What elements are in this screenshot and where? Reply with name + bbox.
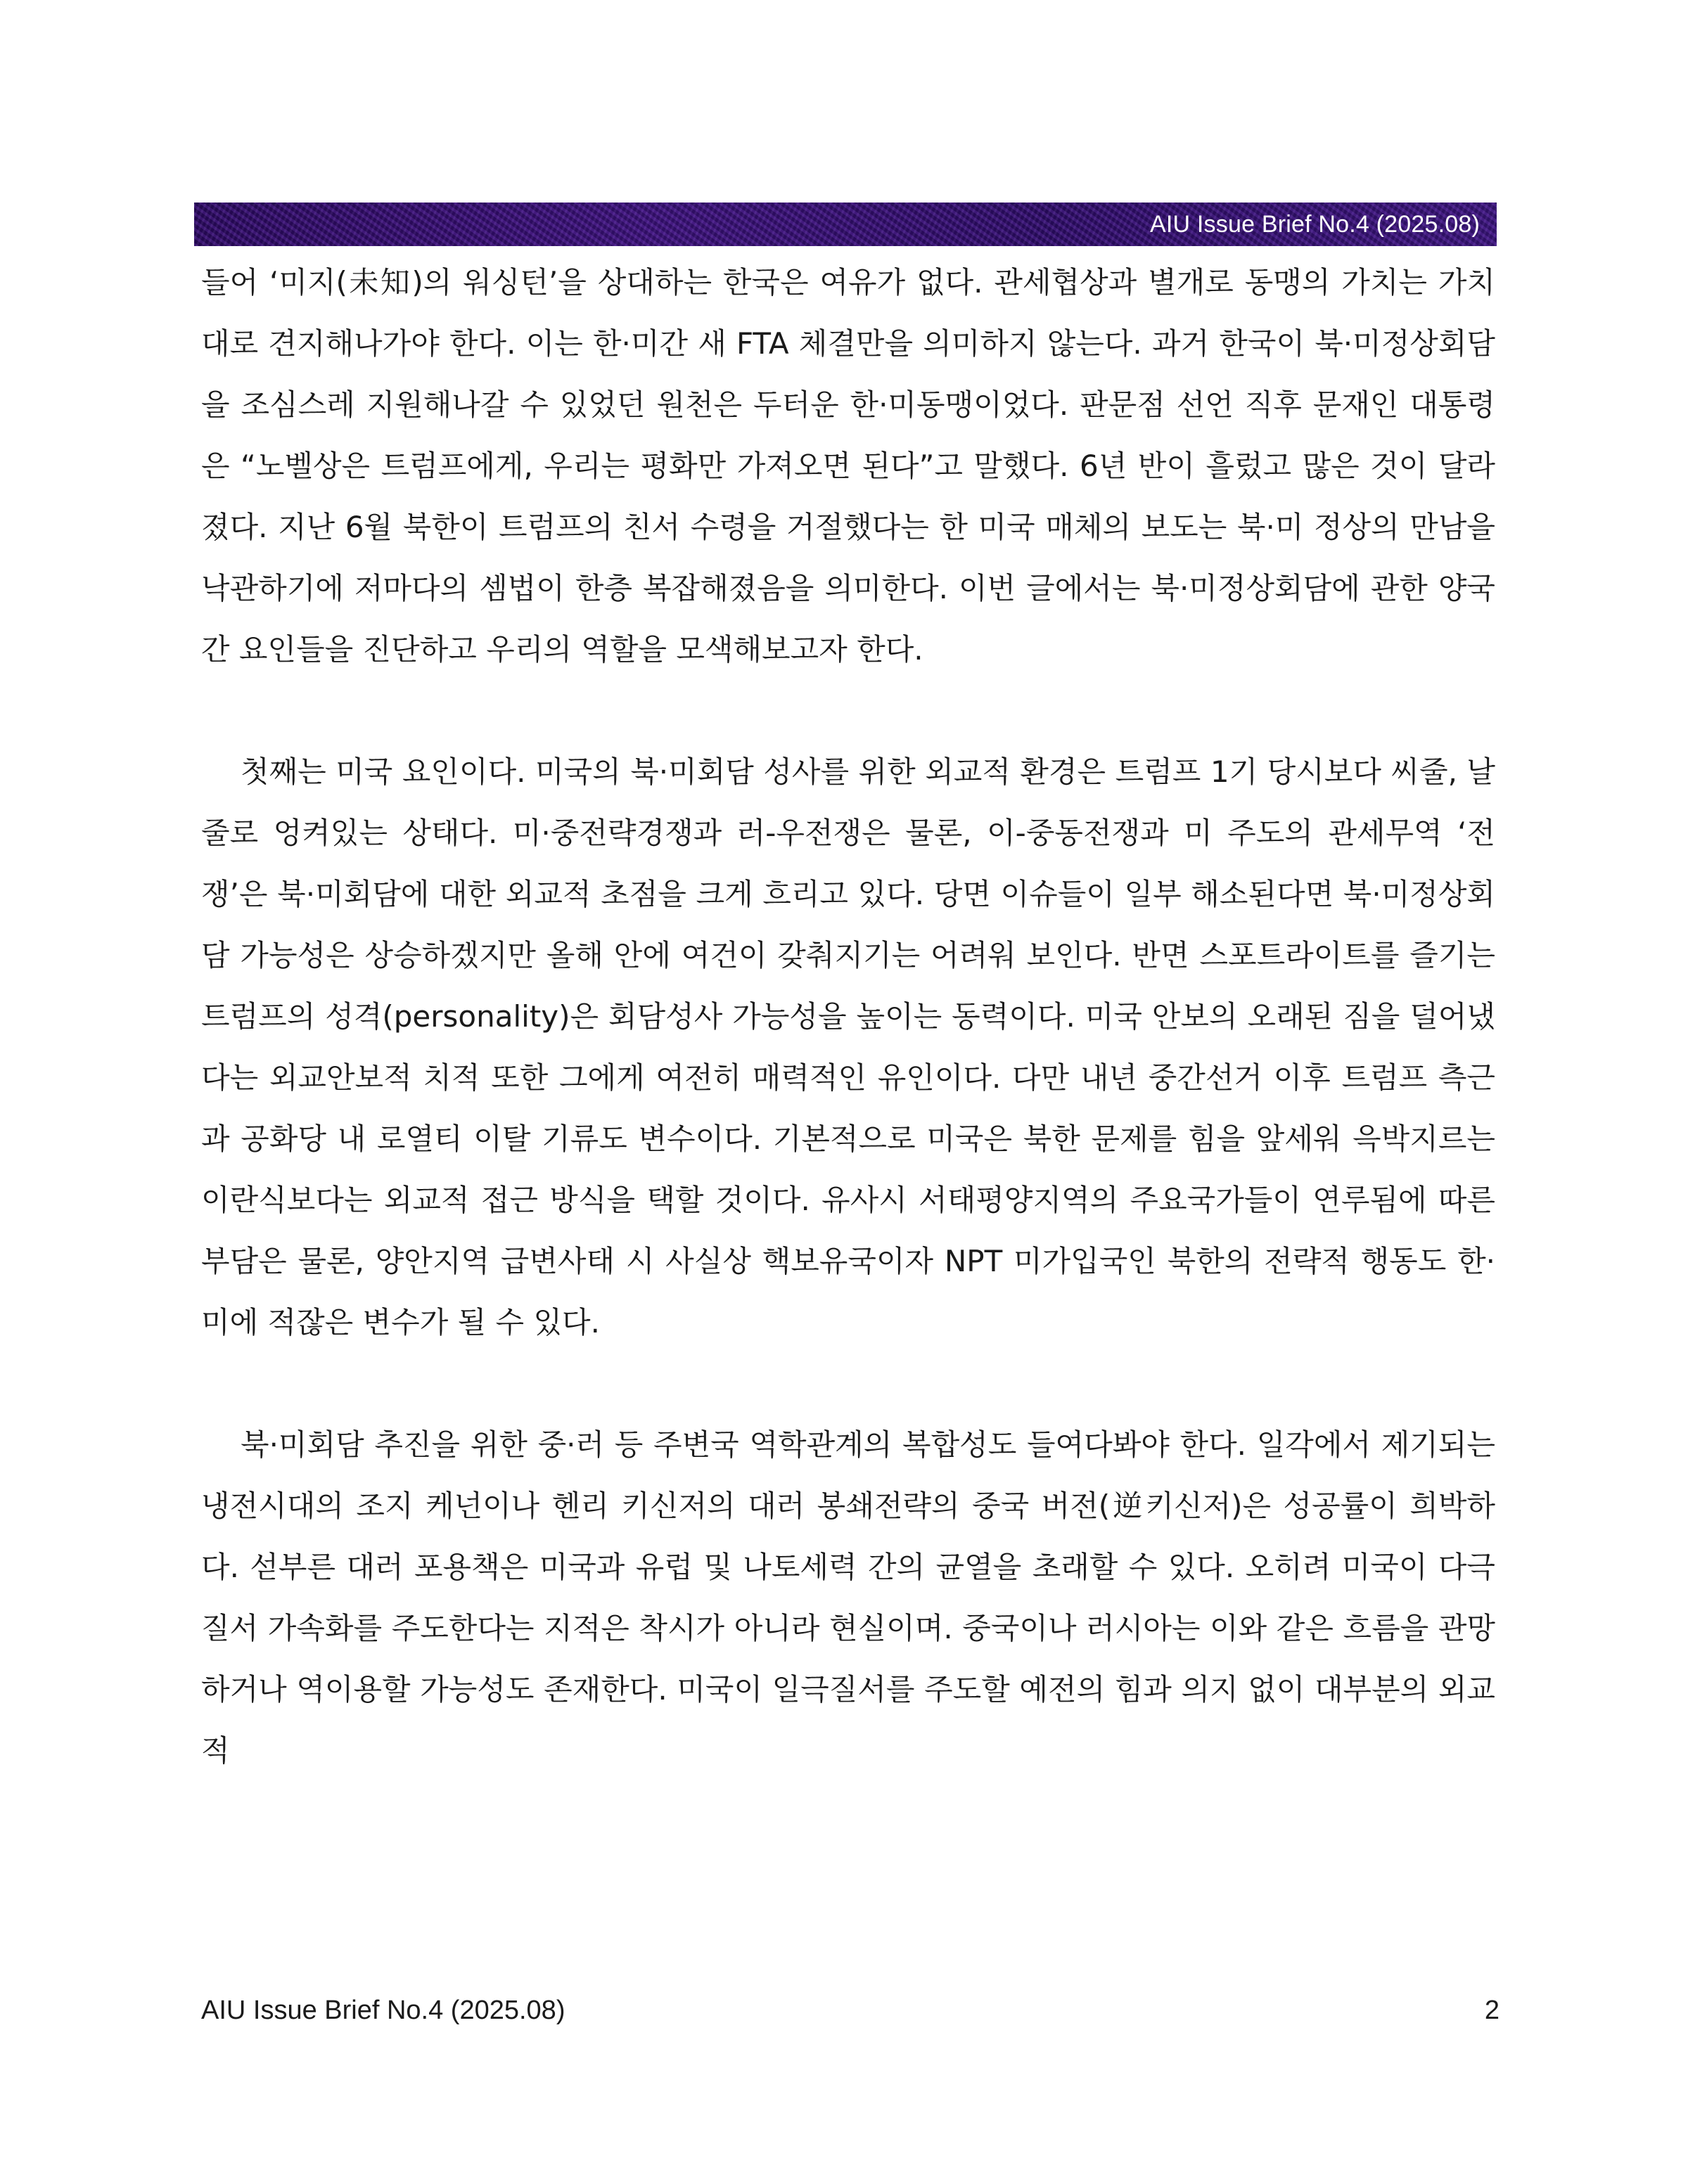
- header-band: [194, 203, 1497, 246]
- page-number: 2: [1484, 1996, 1500, 2025]
- paragraph-2: 첫째는 미국 요인이다. 미국의 북·미회담 성사를 위한 외교적 환경은 트럼프 1기 당시보다 씨줄, 날줄로 엉켜있는 상태다. 미·중전략경쟁과 러-우전쟁은 물론, 이-중동전쟁과 미 주도의 관세무역 ‘전쟁’은 북·미회담에 대한 외교적 초점을 크게 흐리고 있다. 당면 이슈들이 일부 해소된다면 북·미정상회담 가능성은 상승하겠지만 올해 안에 여건이 갖춰지기는 어려워 보인다. 반면 스포트라이트를 즐기는 트럼프의 성격(personality)은 회담성사 가능성을 높이는 동력이다. 미국 안보의 오래된 짐을 덜어냈다는 외교안보적 치적 또한 그에게 여전히 매력적인 유인이다. 다만 내년 중간선거 이후 트럼프 측근과 공화당 내 로열티 이탈 기류도 변수이다. 기본적으로 미국은 북한 문제를 힘을 앞세워 윽박지르는 이란식보다는 외교적 접근 방식을 택할 것이다. 유사시 서태평양지역의 주요국가들이 연루됨에 따른 부담은 물론, 양안지역 급변사태 시 사실상 핵보유국이자 NPT 미가입국인 북한의 전략적 행동도 한·미에 적잖은 변수가 될 수 있다.: [201, 754, 1495, 1340]
- footer-title: AIU Issue Brief No.4 (2025.08): [201, 1996, 565, 2025]
- header-title: AIU Issue Brief No.4 (2025.08): [1149, 211, 1480, 238]
- paragraph-3: 북·미회담 추진을 위한 중·러 등 주변국 역학관계의 복합성도 들여다봐야 한다. 일각에서 제기되는 냉전시대의 조지 케넌이나 헨리 키신저의 대러 봉쇄전략의 중국 버전(逆키신저)은 성공률이 희박하다. 섣부른 대러 포용책은 미국과 유럽 및 나토세력 간의 균열을 초래할 수 있다. 오히려 미국이 다극 질서 가속화를 주도한다는 지적은 착시가 아니라 현실이며. 중국이나 러시아는 이와 같은 흐름을 관망하거나 역이용할 가능성도 존재한다. 미국이 일극질서를 주도할 예전의 힘과 의지 없이 대부분의 외교적: [201, 1427, 1495, 1768]
- paragraph-1: 들어 ‘미지(未知)의 워싱턴’을 상대하는 한국은 여유가 없다. 관세협상과 별개로 동맹의 가치는 가치대로 견지해나가야 한다. 이는 한·미간 새 FTA 체결만을 의미하지 않는다. 과거 한국이 북·미정상회담을 조심스레 지원해나갈 수 있었던 원천은 두터운 한·미동맹이었다. 판문점 선언 직후 문재인 대통령은 “노벨상은 트럼프에게, 우리는 평화만 가져오면 된다”고 말했다. 6년 반이 흘렀고 많은 것이 달라졌다. 지난 6월 북한이 트럼프의 친서 수령을 거절했다는 한 미국 매체의 보도는 북·미 정상의 만남을 낙관하기에 저마다의 셈법이 한층 복잡해졌음을 의미한다. 이번 글에서는 북·미정상회담에 관한 양국간 요인들을 진단하고 우리의 역할을 모색해보고자 한다.: [201, 265, 1495, 667]
- document-body: [201, 252, 1495, 1781]
